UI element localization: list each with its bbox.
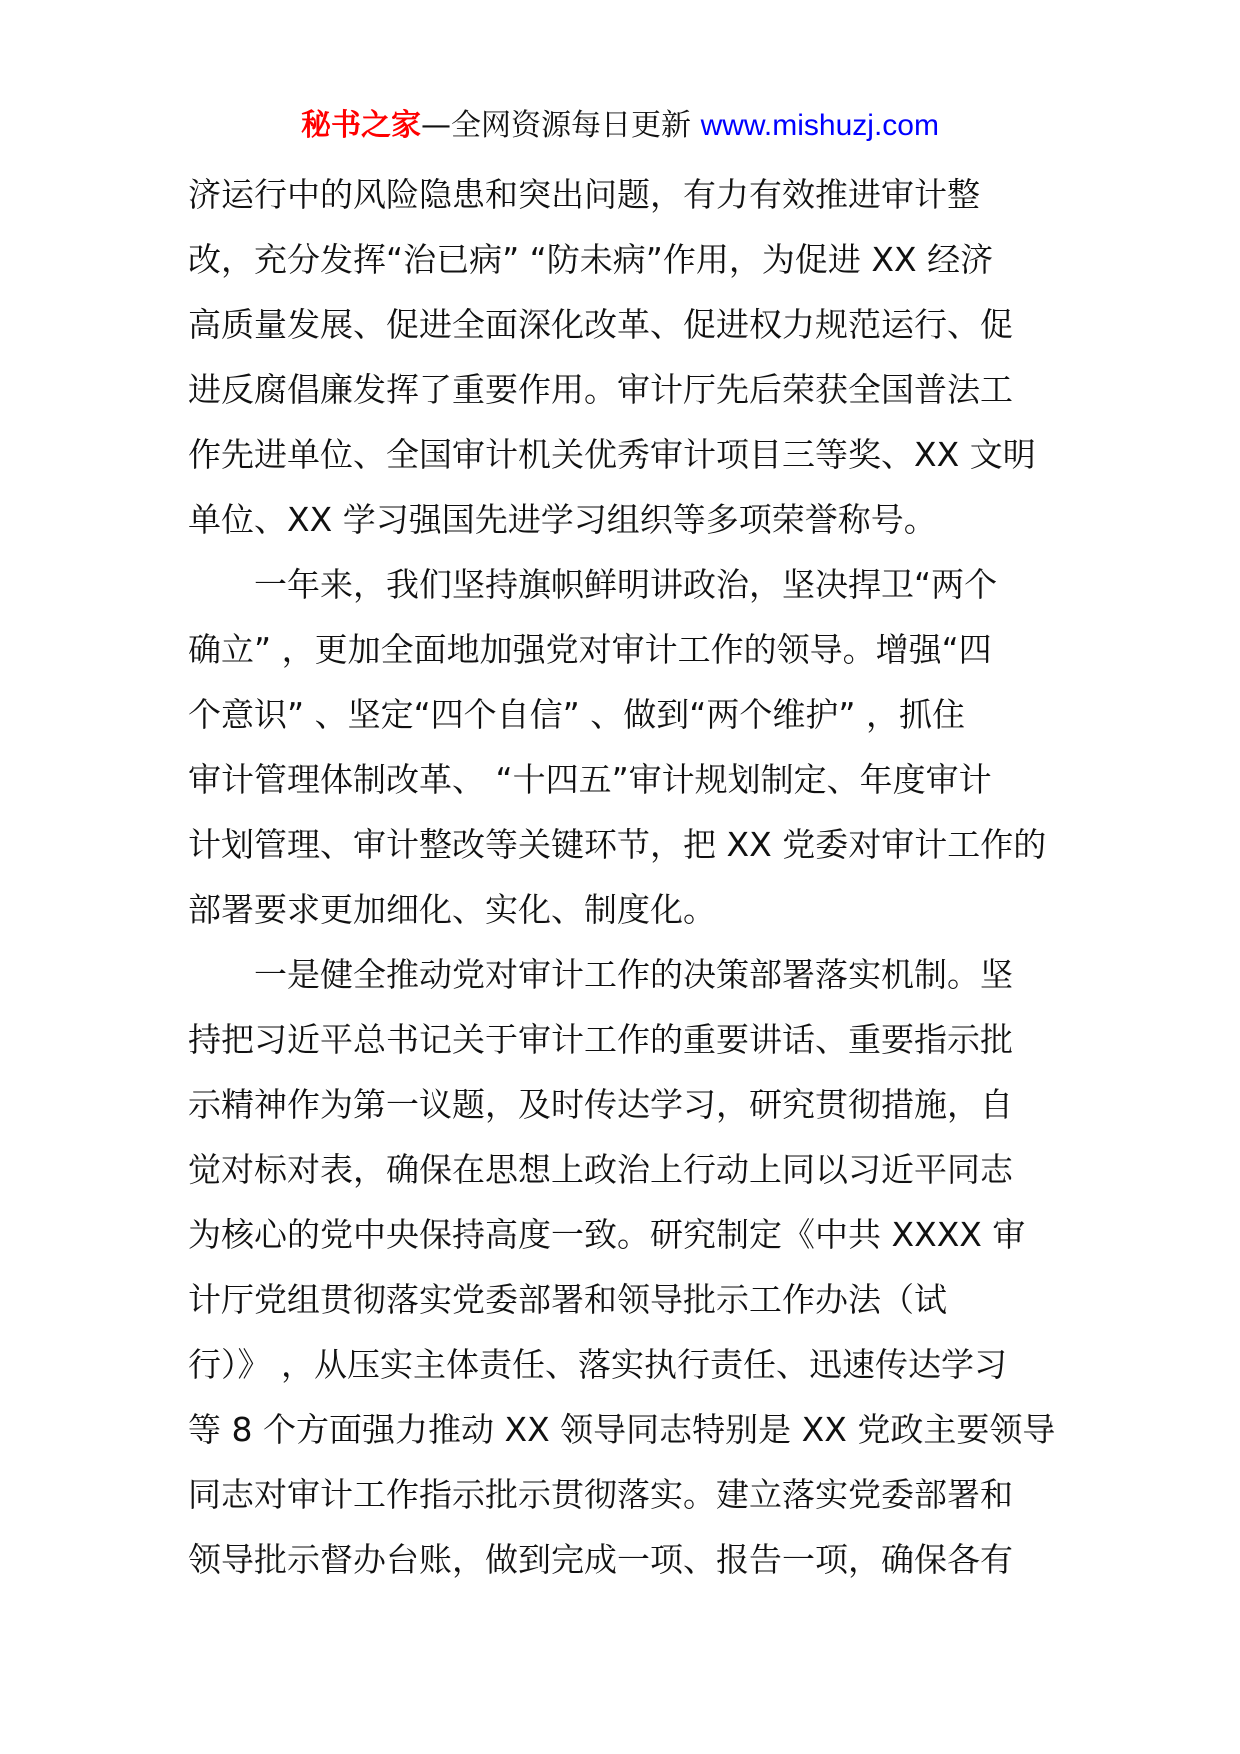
- text-line: 领导批示督办台账，做到完成一项、报告一项，确保各有: [188, 1540, 1013, 1579]
- text-line: 进反腐倡廉发挥了重要作用。审计厅先后荣获全国普法工: [188, 370, 1013, 409]
- text-line: 一年来，我们坚持旗帜鲜明讲政治，坚决捍卫“两个: [254, 565, 998, 604]
- text-line: 计厅党组贯彻落实党委部署和领导批示工作办法（试: [188, 1280, 947, 1319]
- text-line: 觉对标对表，确保在思想上政治上行动上同以习近平同志: [188, 1150, 1013, 1189]
- document-body: [188, 162, 1058, 1592]
- text-line: 持把习近平总书记关于审计工作的重要讲话、重要指示批: [188, 1020, 1013, 1059]
- text-line: 个意识” 、坚定“四个自信” 、做到“两个维护” ，抓住: [188, 695, 965, 734]
- text-line: 确立” ，更加全面地加强党对审计工作的领导。增强“四: [188, 630, 992, 669]
- text-line: 一是健全推动党对审计工作的决策部署落实机制。坚: [254, 955, 1013, 994]
- text-line: 高质量发展、促进全面深化改革、促进权力规范运行、促: [188, 305, 1013, 344]
- text-line: 行）》 ，从压实主体责任、落实执行责任、迅速传达学习: [188, 1345, 1007, 1384]
- text-line: 计划管理、审计整改等关键环节，把 XX 党委对审计工作的: [188, 825, 1047, 864]
- text-line: 等 8 个方面强力推动 XX 领导同志特别是 XX 党政主要领导: [188, 1410, 1056, 1449]
- text-line: 作先进单位、全国审计机关优秀审计项目三等奖、XX 文明: [188, 435, 1036, 474]
- text-line: 审计管理体制改革、 “十四五”审计规划制定、年度审计: [188, 760, 992, 799]
- page-header: [0, 98, 1240, 154]
- text-line: 为核心的党中央保持高度一致。研究制定《中共 XXXX 审: [188, 1215, 1026, 1254]
- text-line: 单位、XX 学习强国先进学习组织等多项荣誉称号。: [188, 500, 937, 539]
- text-line: 示精神作为第一议题，及时传达学习，研究贯彻措施，自: [188, 1085, 1013, 1124]
- header-brand: 秘书之家: [301, 108, 422, 143]
- text-line: 改，充分发挥“治已病” “防未病”作用，为促进 XX 经济: [188, 240, 994, 279]
- text-line: 济运行中的风险隐患和突出问题，有力有效推进审计整: [188, 175, 980, 214]
- text-line: 部署要求更加细化、实化、制度化。: [188, 890, 716, 929]
- header-url-link[interactable]: www.mishuzj.com: [700, 109, 939, 142]
- header-tagline: —全网资源每日更新: [421, 108, 701, 143]
- text-line: 同志对审计工作指示批示贯彻落实。建立落实党委部署和: [188, 1475, 1013, 1514]
